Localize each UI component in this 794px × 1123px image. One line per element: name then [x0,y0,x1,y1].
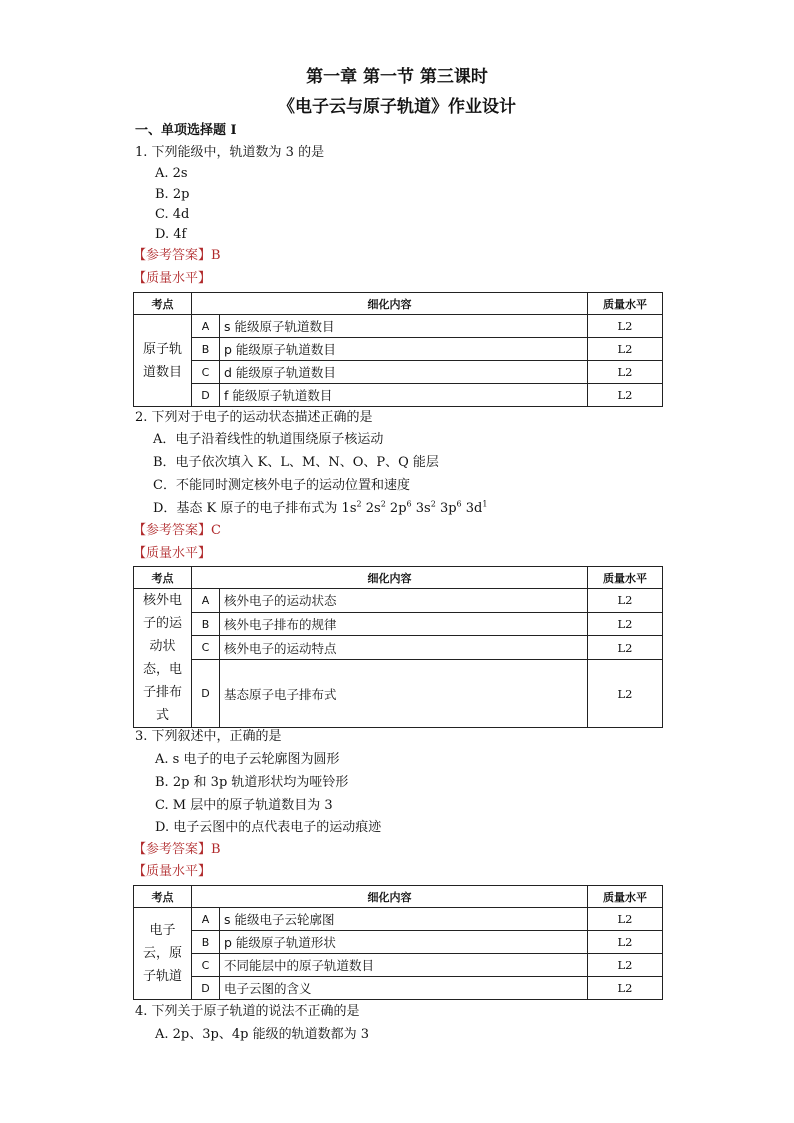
row-content: p 能级原子轨道形状 [220,931,588,954]
row-letter: B [192,931,220,954]
electron-count: 6 [406,499,412,509]
question-2-stem: 2. 下列对于电子的运动状态描述正确的是 [135,410,373,425]
question-4-stem: 4. 下列关于原子轨道的说法不正确的是 [135,1004,360,1019]
config-term [440,501,462,516]
question-2-quality-table [133,566,663,728]
header-content: 细化内容 [192,886,588,908]
electron-count: 2 [356,499,362,509]
question-3-option-d: D. 电子云图中的点代表电子的运动痕迹 [155,820,382,835]
electron-count: 2 [430,499,436,509]
electron-configuration [342,501,488,516]
orbital: 2p [389,501,407,516]
section-heading: 一、单项选择题 I [135,123,237,138]
header-content: 细化内容 [192,293,588,315]
orbital: 3d [465,501,483,516]
question-2-option-c: C．不能同时测定核外电子的运动位置和速度 [153,478,410,493]
exam-point-text: 核外电 [142,593,182,608]
header-level: 质量水平 [588,293,663,315]
row-level: L2 [588,636,663,660]
exam-point-text: 电子 [149,923,176,938]
row-letter: A [192,589,220,613]
electron-count: 2 [380,499,386,509]
answer-value: B [211,248,221,263]
question-1-option-d: D. 4f [155,227,187,242]
orbital: 3s [415,501,431,516]
row-letter: C [192,636,220,660]
row-content: 电子云图的含义 [220,977,588,1000]
row-level: L2 [588,931,663,954]
question-3-option-b: B. 2p 和 3p 轨道形状均为哑铃形 [155,775,349,790]
answer-label: 【参考答案】 [133,523,212,538]
header-point: 考点 [134,886,192,908]
row-content: 不同能层中的原子轨道数目 [220,954,588,977]
answer-label: 【参考答案】 [133,842,212,857]
config-term [366,501,386,516]
electron-count: 1 [482,499,488,509]
row-level: L2 [588,977,663,1000]
row-content: s 能级电子云轮廓图 [220,908,588,931]
header-content: 细化内容 [192,567,588,589]
header-point: 考点 [134,567,192,589]
row-level: L2 [588,660,663,728]
row-letter: B [192,612,220,636]
exam-point-text: 云，原 [142,946,182,961]
question-3-stem: 3. 下列叙述中，正确的是 [135,729,282,744]
row-content: 核外电子的运动状态 [220,589,588,613]
row-content: f 能级原子轨道数目 [220,384,588,407]
document-title-chapter: 第一章 第一节 第三课时 [306,67,488,87]
row-letter: D [192,660,220,728]
exam-point-cell [134,589,192,728]
header-level: 质量水平 [588,567,663,589]
exam-point-text: 动状 [149,639,176,654]
row-letter: C [192,361,220,384]
orbital: 1s [341,501,357,516]
row-level: L2 [588,315,663,338]
question-1-option-a: A. 2s [155,166,188,181]
question-1-answer [133,247,221,265]
row-letter: B [192,338,220,361]
question-4-option-a: A. 2p、3p、4p 能级的轨道数都为 3 [155,1027,369,1042]
question-3-quality-table [133,885,663,1000]
exam-point-text: 子的运 [142,616,182,631]
config-term [416,501,436,516]
document-title-topic: 《电子云与原子轨道》作业设计 [278,97,516,117]
orbital: 3p [439,501,457,516]
answer-value: C [211,523,221,538]
config-term [466,501,488,516]
question-2-option-a: A．电子沿着线性的轨道围绕原子核运动 [153,432,384,447]
question-1-quality-table [133,292,663,407]
question-2-answer [133,522,221,540]
row-level: L2 [588,338,663,361]
row-letter: D [192,384,220,407]
question-3-answer [133,841,221,859]
electron-count: 6 [456,499,462,509]
question-3-option-a: A. s 电子的电子云轮廓图为圆形 [155,752,340,767]
row-level: L2 [588,361,663,384]
question-2-quality-label: 【质量水平】 [133,546,212,561]
exam-point-text: 子轨道 [142,969,182,984]
question-1-quality-label: 【质量水平】 [133,271,212,286]
exam-point-text: 原子轨 [142,341,182,357]
exam-point-cell [134,315,192,407]
row-content: p 能级原子轨道数目 [220,338,588,361]
exam-point-cell [134,908,192,1000]
header-point: 考点 [134,293,192,315]
row-content: d 能级原子轨道数目 [220,361,588,384]
row-level: L2 [588,589,663,613]
row-level: L2 [588,384,663,407]
question-1-option-b: B. 2p [155,187,190,202]
orbital: 2s [365,501,381,516]
row-level: L2 [588,954,663,977]
question-1-stem: 1. 下列能级中，轨道数为 3 的是 [135,145,325,160]
config-term [390,501,412,516]
row-level: L2 [588,612,663,636]
question-2-option-b: B．电子依次填入 K、L、M、N、O、P、Q 能层 [153,455,439,470]
row-letter: D [192,977,220,1000]
exam-point-text: 子排布 [142,685,182,700]
row-letter: A [192,315,220,338]
row-content: s 能级原子轨道数目 [220,315,588,338]
question-1-option-c: C. 4d [155,207,190,222]
header-level: 质量水平 [588,886,663,908]
config-term [342,501,362,516]
row-letter: C [192,954,220,977]
answer-label: 【参考答案】 [133,248,212,263]
row-level: L2 [588,908,663,931]
question-2-option-d [153,500,487,518]
question-3-quality-label: 【质量水平】 [133,864,212,879]
row-letter: A [192,908,220,931]
option-d-text: D．基态 K 原子的电子排布式为 [153,501,342,516]
row-content: 核外电子的运动特点 [220,636,588,660]
exam-point-text: 式 [155,708,169,723]
row-content: 核外电子排布的规律 [220,612,588,636]
question-3-option-c: C. M 层中的原子轨道数目为 3 [155,798,333,813]
exam-point-text: 道数目 [142,364,182,380]
exam-point-text: 态，电 [142,662,182,677]
row-content: 基态原子电子排布式 [220,660,588,728]
answer-value: B [211,842,221,857]
